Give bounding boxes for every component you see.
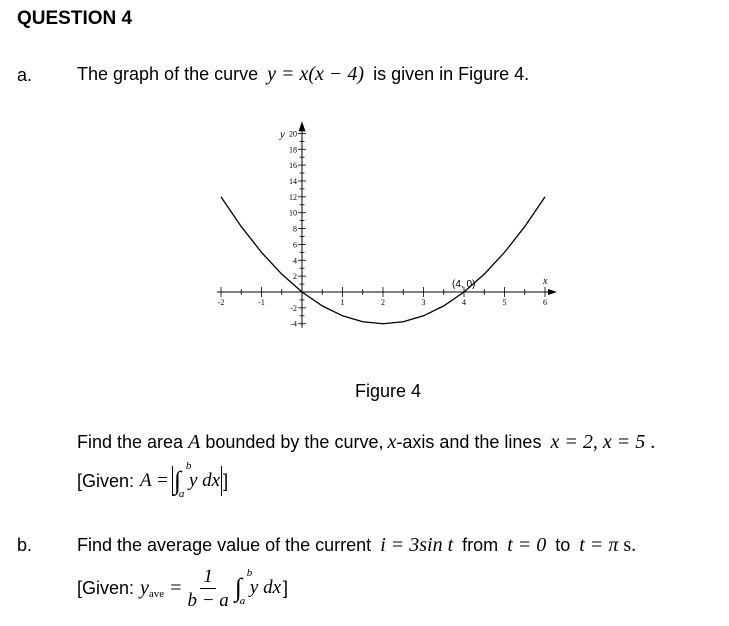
given-open: [Given: — [77, 470, 135, 491]
y-tick-label: 2 — [293, 272, 297, 282]
given-integrand-b: y dx — [249, 577, 282, 598]
fraction-numerator: 1 — [200, 567, 216, 589]
part-b-given — [77, 562, 288, 614]
y-axis-label: y — [280, 128, 285, 141]
given-open-b: [Given: — [77, 577, 135, 598]
current-equation: i = 3sin t — [380, 534, 454, 556]
to-value: t = π — [579, 534, 619, 556]
y-tick-label: 4 — [293, 256, 297, 266]
task-text-before: Find the area — [77, 432, 184, 452]
y-tick-label: -2 — [290, 303, 297, 313]
x-axis-arrow — [548, 289, 557, 295]
equals-sign: = — [170, 576, 182, 599]
x-tick-label: 5 — [502, 298, 507, 307]
curve-equation: y = x(x − 4) — [267, 63, 365, 85]
y-axis-arrow — [299, 121, 306, 131]
lower-limit-b: a — [239, 595, 246, 607]
part-b-task — [77, 534, 636, 557]
line-two: x = 5 — [602, 431, 646, 453]
part-a-task: Find the area A bounded by the curve, x-axis and the lines x = 2, x = 5 . — [77, 431, 656, 453]
y-tick-label: 16 — [289, 161, 297, 171]
x-axis-label: x — [543, 276, 548, 287]
figure-caption: Figure 4 — [355, 381, 422, 401]
y-tick-label: 6 — [293, 240, 297, 250]
intro-text-before: The graph of the curve — [77, 64, 259, 84]
from-value: t = 0 — [507, 534, 547, 556]
y-tick-label: 18 — [289, 145, 297, 155]
task-text-mid: bounded by the curve, — [205, 432, 384, 452]
part-b-label: b. — [17, 535, 33, 555]
to-word: to — [555, 535, 571, 555]
given-close-b: ] — [283, 577, 289, 598]
y-tick-label: 12 — [289, 192, 297, 202]
part-a-intro — [77, 63, 529, 86]
y-tick-label: 10 — [289, 208, 297, 218]
x-tick-label: 3 — [421, 298, 426, 307]
yave-symbol: y — [140, 576, 149, 599]
figure-4-graph — [205, 115, 565, 355]
time-unit: s. — [623, 534, 637, 556]
given-integrand-a: y dx — [189, 470, 221, 491]
line-one: x = 2 — [550, 431, 593, 453]
point-annotation: (4, 0) — [452, 279, 476, 290]
yave-subscript: ave — [148, 588, 165, 600]
y-tick-label: 8 — [293, 224, 297, 234]
graph-axes — [217, 121, 557, 327]
from-word: from — [462, 535, 499, 555]
task-axis-after: -axis and the lines — [396, 432, 542, 452]
x-tick-label: 2 — [381, 298, 385, 307]
upper-limit-a: b — [185, 460, 192, 472]
average-fraction — [184, 567, 231, 610]
y-tick-label: -4 — [290, 319, 297, 329]
given-area-lhs: A = — [140, 470, 169, 491]
part-a-given — [77, 461, 228, 501]
part-a-label: a. — [17, 65, 33, 85]
given-close-a: ] — [223, 470, 229, 491]
x-tick-label: 6 — [543, 298, 547, 307]
question-heading: QUESTION 4 — [17, 8, 133, 29]
task-b-text: Find the average value of the current — [77, 535, 372, 555]
fraction-denominator: b − a — [187, 589, 229, 611]
intro-text-after: is given in Figure 4. — [373, 64, 530, 84]
upper-limit-b: b — [246, 567, 253, 579]
x-tick-label: 4 — [462, 298, 466, 307]
y-tick-label: 20 — [289, 129, 297, 139]
x-tick-label: 1 — [340, 298, 345, 307]
y-tick-label: 14 — [289, 176, 297, 186]
integral-sign-a: ∫ b a — [173, 460, 192, 500]
x-tick-label: -2 — [217, 298, 225, 307]
x-tick-label: -1 — [258, 298, 265, 307]
lower-limit-a: a — [178, 488, 185, 500]
graph-ticks — [218, 129, 547, 328]
area-variable: A — [188, 431, 201, 453]
axis-variable: x — [387, 431, 397, 453]
integral-sign-b: ∫ b a — [234, 567, 253, 607]
